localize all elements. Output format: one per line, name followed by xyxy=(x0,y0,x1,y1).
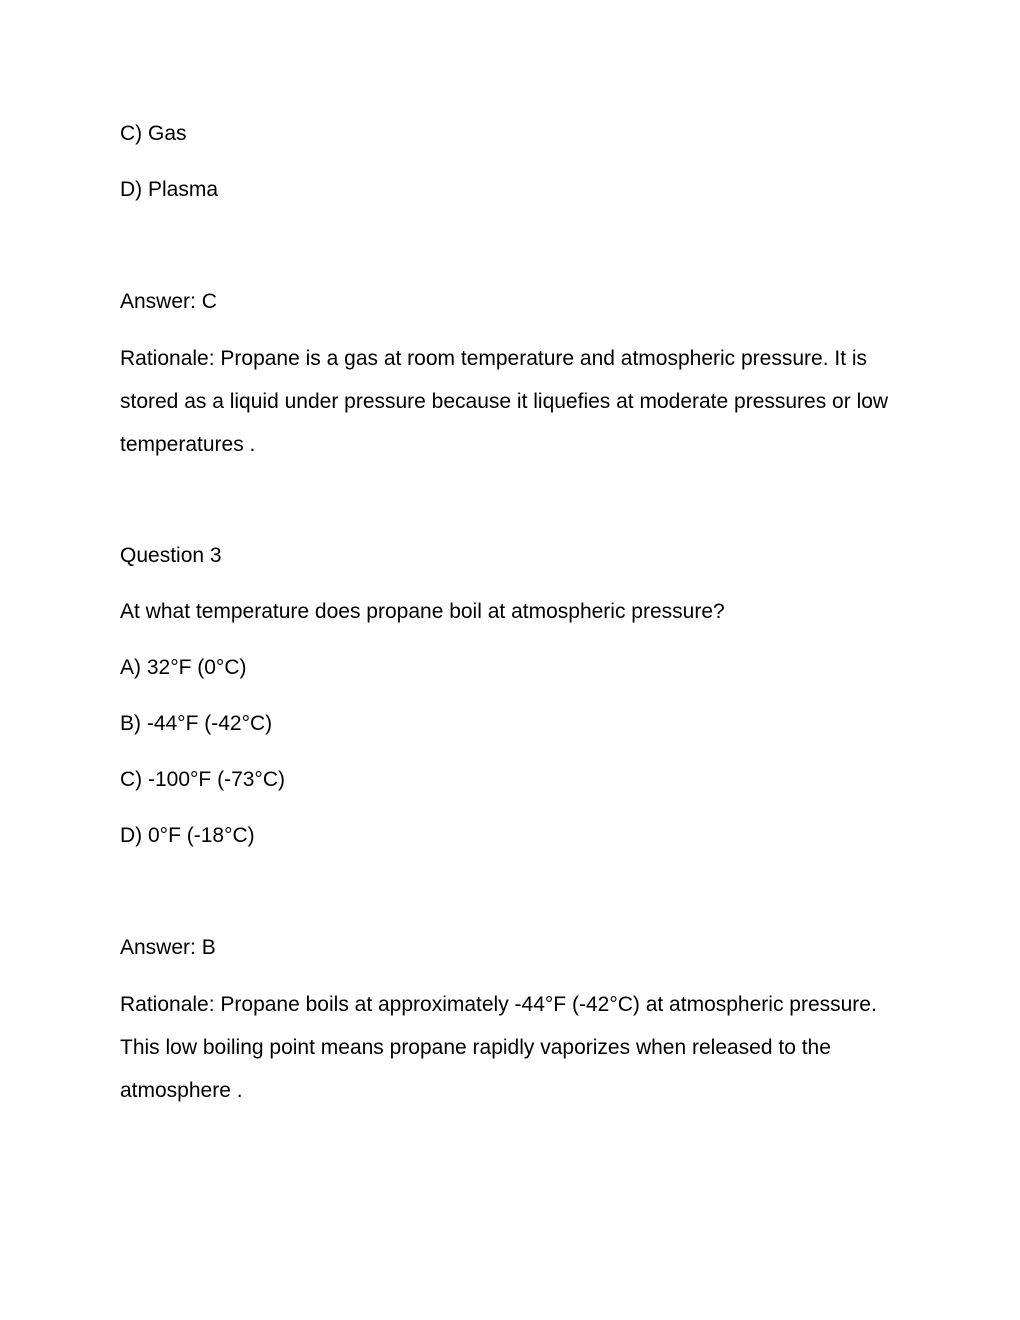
q2-rationale: Rationale: Propane is a gas at room temperature and atmospheric pressure. It is stored as a liquid under pressure because it liquefies at moderate pressures or low temperatures . xyxy=(120,347,889,456)
q3-option-c: C) -100°F (-73°C) xyxy=(120,768,285,791)
q3-option-b: B) -44°F (-42°C) xyxy=(120,712,273,735)
q3-answer: Answer: B xyxy=(120,936,216,959)
q3-option-d: D) 0°F (-18°C) xyxy=(120,824,255,847)
q3-heading: Question 3 xyxy=(120,544,222,567)
q3-question: At what temperature does propane boil at atmospheric pressure? xyxy=(120,600,725,623)
q3-rationale: Rationale: Propane boils at approximately -44°F (-42°C) at atmospheric pressure. This low boiling point means propane rapidly vaporizes when released to the atmosphere . xyxy=(120,993,877,1102)
q2-option-c: C) Gas xyxy=(120,122,187,145)
q2-option-d: D) Plasma xyxy=(120,178,219,201)
q3-option-a: A) 32°F (0°C) xyxy=(120,656,247,679)
q2-answer: Answer: C xyxy=(120,290,217,313)
